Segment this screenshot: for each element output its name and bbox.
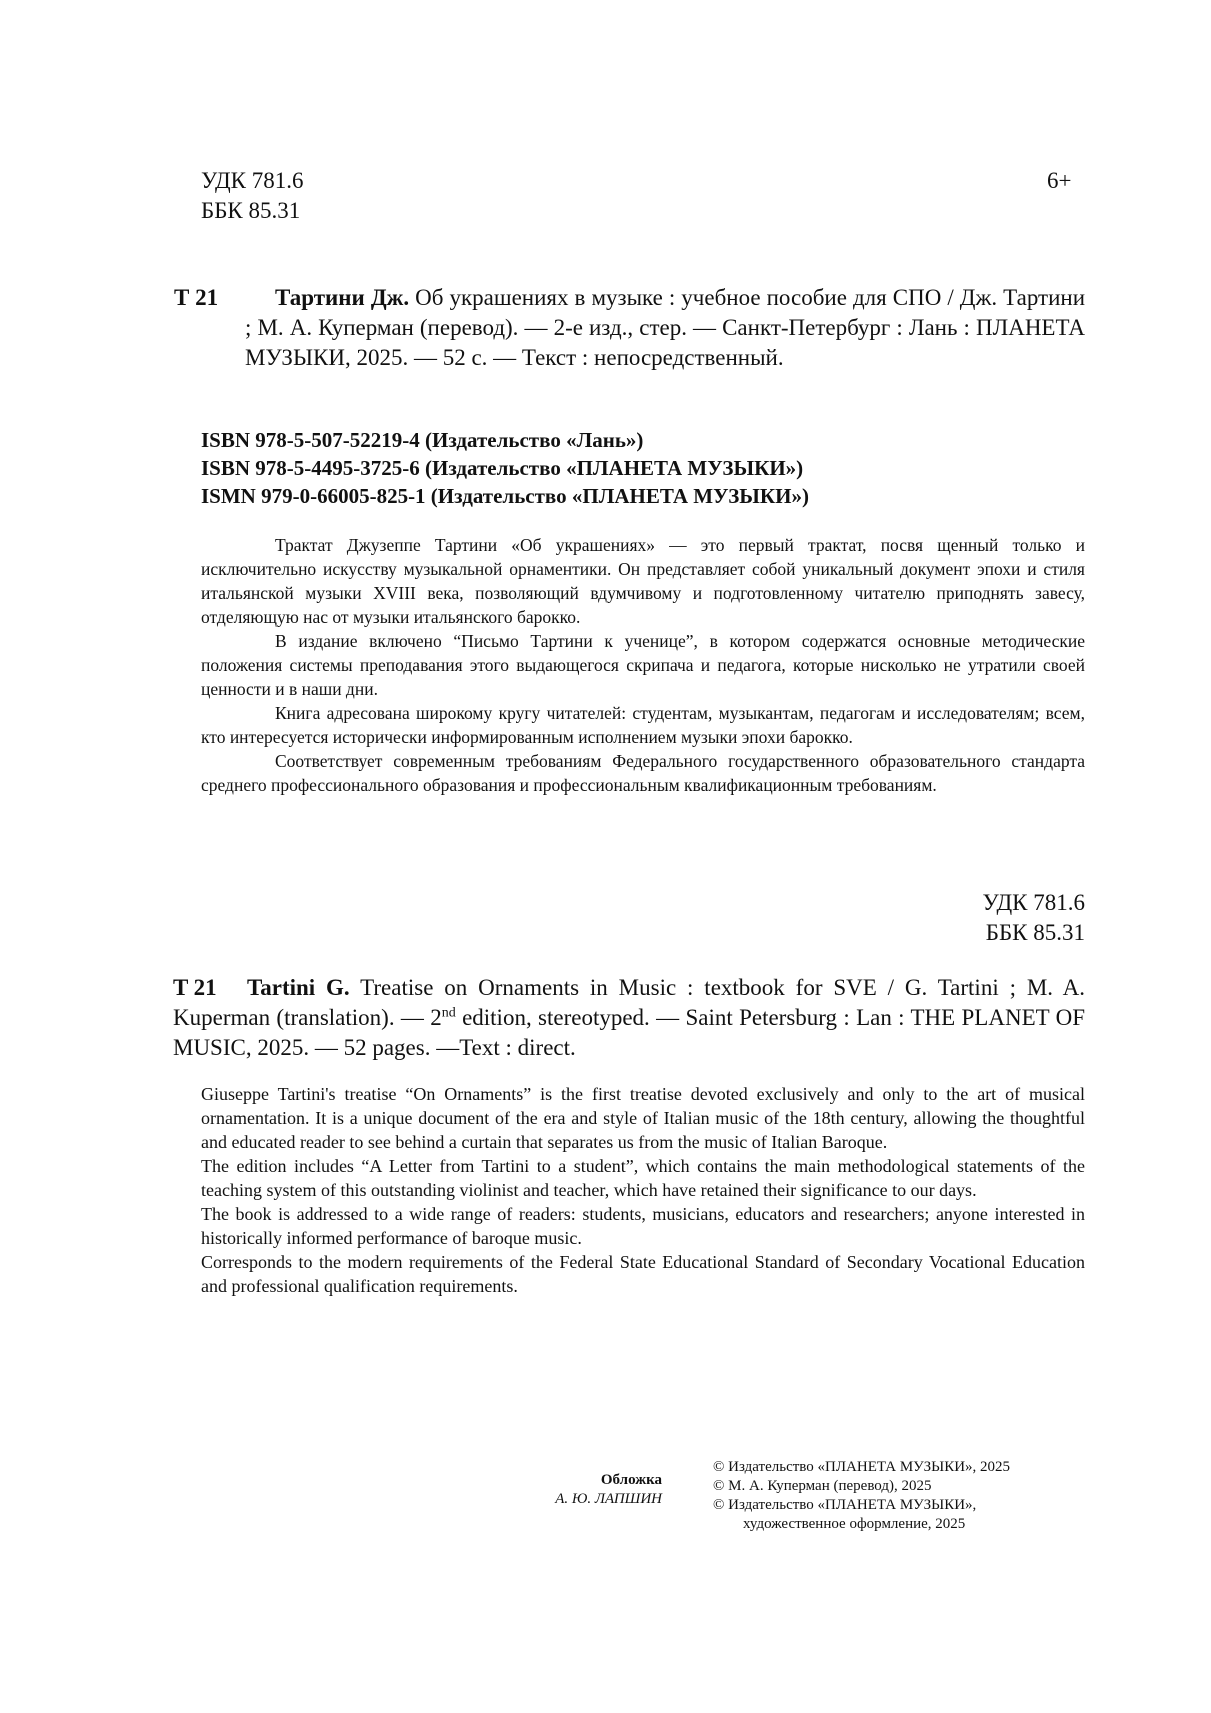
classification-top: [201, 166, 304, 226]
cover-credit: [520, 1471, 662, 1509]
annotation-ru: [201, 533, 1085, 797]
ismn-line: ISMN 979-0-66005-825-1 (Издательство «ПЛАНЕТА МУЗЫКИ»): [201, 484, 809, 508]
annotation-paragraph: Giuseppe Tartini's treatise “On Ornaments” is the first treatise devoted exclusively and only to the art of musical ornamentation. It is a unique document of the era and style of Italian music of the 18th century, allowing the thoughtful and educated reader to see behind a curtain that separates us from the music of Italian Baroque.: [201, 1084, 1085, 1152]
isbn-line: ISBN 978-5-4495-3725-6 (Издательство «ПЛАНЕТА МУЗЫКИ»): [201, 456, 804, 480]
annotation-paragraph: В издание включено “Письмо Тартини к ученице”, в котором содержатся основные методические положения системы преподавания этого выдающегося скрипача и педагога, которые нисколько не утратили своей ценности и в наши дни.: [201, 631, 1085, 699]
bibliographic-entry-ru: [245, 283, 1085, 373]
cover-label: Обложка: [600, 1472, 662, 1488]
udk-code: УДК 781.6: [201, 168, 304, 193]
description-en-rest: edition, stereotyped. — Saint Petersburg : Lan : THE PLANET OF MUSIC, 2025. — 52 pages. —Text : direct.: [173, 1005, 1085, 1060]
isbn-line: ISBN 978-5-507-52219-4 (Издательство «Лань»): [201, 428, 644, 452]
author-ru: Тартини Дж.: [275, 285, 410, 310]
copyright-block: [713, 1458, 1010, 1534]
annotation-paragraph: Книга адресована широкому кругу читателей: студентам, музыкантам, педагогам и исследователям; всем, кто интересуется исторически информированным исполнением музыки эпохи барокко.: [201, 703, 1085, 747]
bibliographic-entry-en: [173, 973, 1085, 1063]
udk-code: УДК 781.6: [982, 890, 1085, 915]
author-en: Tartini G.: [247, 975, 350, 1000]
description-en: Treatise on Ornaments in Music : textbook for SVE / G. Tartini ; M. A. Kuperman (translation). — 2: [173, 975, 1085, 1030]
copyright-line: художественное оформление, 2025: [743, 1516, 966, 1532]
copyright-line: © Издательство «ПЛАНЕТА МУЗЫКИ», 2025: [713, 1459, 1011, 1475]
classification-bottom: [880, 888, 1085, 948]
annotation-paragraph: Соответствует современным требованиям Федерального государственного образовательного стандарта среднего профессионального образования и профессиональным квалификационным требованиям.: [201, 751, 1085, 795]
age-rating: 6+: [1047, 168, 1072, 193]
catalog-code-ru: Т 21: [174, 285, 219, 310]
isbn-block: [201, 426, 809, 510]
annotation-paragraph: The book is addressed to a wide range of readers: students, musicians, educators and researchers; anyone interested in historically informed performance of baroque music.: [201, 1204, 1085, 1248]
bbk-code: ББК 85.31: [201, 198, 301, 223]
catalog-code-en: T 21: [173, 975, 217, 1000]
copyright-line: © Издательство «ПЛАНЕТА МУЗЫКИ»,: [713, 1497, 977, 1513]
ordinal-suffix: nd: [441, 1005, 456, 1021]
annotation-en: [201, 1082, 1085, 1298]
cover-designer: А. Ю. ЛАПШИН: [555, 1491, 662, 1507]
copyright-line: © М. А. Куперман (перевод), 2025: [713, 1478, 932, 1494]
annotation-paragraph: The edition includes “A Letter from Tartini to a student”, which contains the main methodological statements of the teaching system of this outstanding violinist and teacher, which have retained their significance to our days.: [201, 1156, 1085, 1200]
description-ru: Об украшениях в музыке : учебное пособие для СПО / Дж. Тартини ; М. А. Куперман (перевод). — 2-е изд., стер. — Санкт-Петербург : Лань : ПЛАНЕТА МУЗЫКИ, 2025. — 52 с. — Текст : непосредственный.: [245, 285, 1086, 370]
annotation-paragraph: Corresponds to the modern requirements of the Federal State Educational Standard of Secondary Vocational Education and professional qualification requirements.: [201, 1252, 1085, 1296]
annotation-paragraph: Трактат Джузеппе Тартини «Об украшениях» — это первый трактат, посвя щенный только и исключительно искусству музыкальной орнаментики. Он представляет собой уникальный документ эпохи и стиля итальянской музыки XVIII века, позволяющий вдумчивому и подготовленному читателю приподнять завесу, отделяющую нас от музыки итальянского барокко.: [201, 535, 1085, 627]
bbk-code: ББК 85.31: [985, 920, 1085, 945]
